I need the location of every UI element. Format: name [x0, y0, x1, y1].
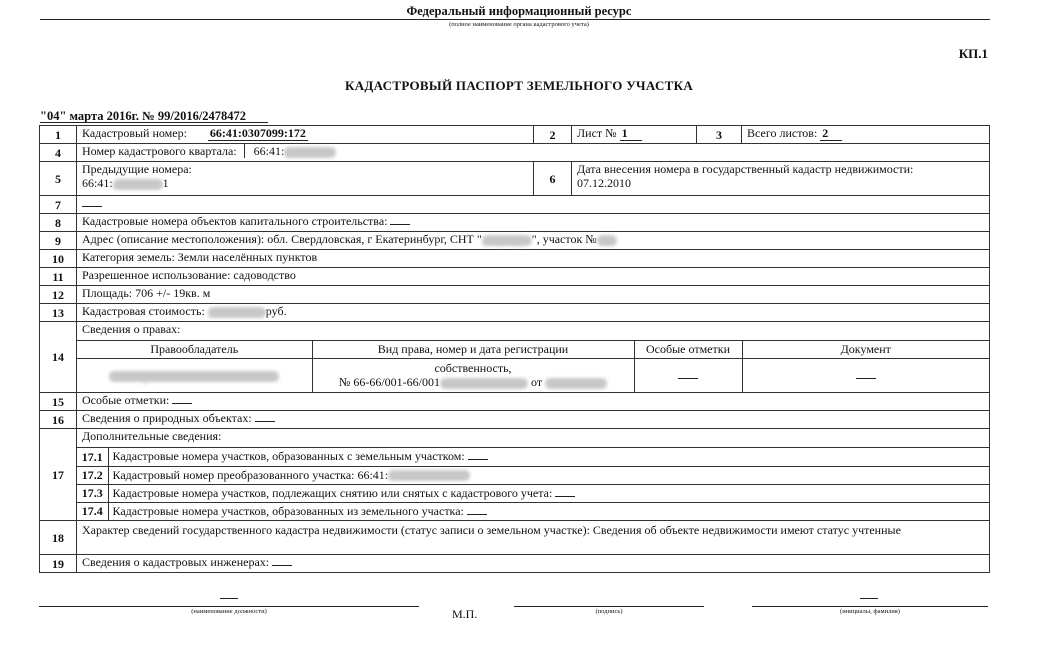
permitted-use: Разрешенное использование: садоводство [77, 268, 990, 286]
row-number: 16 [40, 411, 77, 429]
row-18 [40, 521, 990, 555]
holder-name-redacted: Тимофеев Алексей Николаевич [109, 371, 279, 382]
row-number: 18 [40, 521, 77, 555]
cadastral-number-cell [77, 126, 534, 144]
right-registration: собственность, № 66-66/001-66/001 /001/2016-550/1 от 26.02.2016 [312, 358, 634, 392]
natural-objects-label: Сведения о природных объектах: [82, 411, 252, 425]
row-4 [40, 144, 990, 162]
sheet-label: Лист № [577, 126, 617, 140]
sub-number: 17.1 [77, 448, 108, 466]
rights-label: Сведения о правах: [77, 322, 989, 341]
document-date-number: "04" марта 2016г. № 99/2016/2478472 [40, 109, 247, 123]
organization-caption: (полное наименование органа кадастрового учета) [449, 21, 589, 28]
special-notes-label: Особые отметки: [82, 393, 170, 407]
quarter-number-cell [77, 144, 990, 162]
row-9 [40, 232, 990, 250]
quarter-number-value: 66:41: [253, 144, 285, 158]
position-line [39, 606, 419, 607]
row-number: 1 [40, 126, 77, 144]
registration-date-value: 07.12.2010 [577, 176, 632, 190]
sub-number: 17.2 [77, 466, 108, 484]
row-10 [40, 250, 990, 268]
name-line [752, 606, 988, 607]
sub-number: 17.3 [77, 484, 108, 502]
record-status: Характер сведений государственного кадастра недвижимости (статус записи о земельном участке): Сведения об объекте недвижимости имеют статус учтенные [77, 521, 990, 555]
row-number: 19 [40, 555, 77, 573]
right-type: собственность, [434, 361, 512, 376]
row-5 [40, 162, 990, 196]
row-number: 14 [40, 322, 77, 393]
row-number: 12 [40, 286, 77, 304]
stamp-place: М.П. [452, 607, 478, 621]
row-14 [40, 322, 990, 393]
row-17 [40, 429, 990, 521]
row-7 [40, 196, 990, 214]
rights-header-document: Документ [742, 341, 989, 358]
row-number: 4 [40, 144, 77, 162]
total-sheets-label: Всего листов: [747, 126, 818, 140]
row-1 [40, 126, 990, 144]
sub-number: 17.4 [77, 502, 108, 520]
transformed-plot-redacted: 0307099:112 [388, 470, 470, 481]
sheet-cell [572, 126, 697, 144]
row-number: 15 [40, 393, 77, 411]
previous-numbers-label: Предыдущие номера: [82, 162, 192, 176]
plot-number-redacted: 12 [597, 235, 617, 246]
registration-date-cell [572, 162, 990, 196]
row-12 [40, 286, 990, 304]
address-redacted: Надежда [482, 235, 532, 246]
empty-dash [856, 369, 876, 379]
registration-number-redacted: /001/2016-550/1 [440, 378, 528, 389]
document-title: КАДАСТРОВЫЙ ПАСПОРТ ЗЕМЕЛЬНОГО УЧАСТКА [344, 78, 694, 93]
cadastral-value-cell: Кадастровая стоимость: 305946.16 руб. [77, 304, 990, 322]
address-cell: Адрес (описание местоположения): обл. Свердловская, г Екатеринбург, СНТ "Надежда ", участок №12 [77, 232, 990, 250]
row-number: 3 [697, 126, 742, 144]
previous-numbers-value: 66:41:0307099: 1 [82, 176, 169, 193]
cadastral-number-value: 66:41:0307099:172 [209, 126, 306, 140]
row-number: 11 [40, 268, 77, 286]
position-caption: (наименование должности) [191, 608, 267, 615]
row-15 [40, 393, 990, 411]
name-caption: (инициалы, фамилия) [840, 608, 900, 615]
previous-numbers-cell [77, 162, 534, 196]
signature-caption: (подпись) [595, 608, 623, 615]
additional-info-cell [77, 429, 990, 521]
organization-underline [40, 19, 990, 20]
quarter-number-label: Номер кадастрового квартала: [82, 144, 237, 158]
rights-holder [77, 358, 312, 392]
row-number: 10 [40, 250, 77, 268]
passport-table [39, 125, 990, 573]
row-number: 13 [40, 304, 77, 322]
row-13 [40, 304, 990, 322]
additional-info-label: Дополнительные сведения: [77, 429, 989, 448]
position-dash [220, 598, 238, 599]
rights-header-holder: Правообладатель [77, 341, 312, 358]
rights-header-type: Вид права, номер и дата регистрации [312, 341, 634, 358]
land-category: Категория земель: Земли населённых пунктов [77, 250, 990, 268]
row-16 [40, 411, 990, 429]
capital-objects-label: Кадастровые номера объектов капитального строительства: [82, 214, 388, 228]
row-number: 5 [40, 162, 77, 196]
rights-table [77, 341, 989, 392]
row-8 [40, 214, 990, 232]
cadastral-value-redacted: 305946.16 [208, 307, 266, 318]
engineers-label: Сведения о кадастровых инженерах: [82, 555, 270, 569]
row-19 [40, 555, 990, 573]
row-number: 7 [40, 196, 77, 214]
row-number: 2 [534, 126, 572, 144]
row-number: 9 [40, 232, 77, 250]
row-number: 6 [534, 162, 572, 196]
row-number: 17 [40, 429, 77, 521]
cadastral-number-label: Кадастровый номер: [82, 126, 187, 140]
empty-dash [678, 369, 698, 379]
quarter-number-redacted: 0307099 [284, 147, 336, 158]
previous-number-redacted: 0307099: [113, 179, 163, 190]
rights-header-notes: Особые отметки [634, 341, 742, 358]
total-sheets-value: 2 [820, 126, 842, 141]
row-11 [40, 268, 990, 286]
area: Площадь: 706 +/- 19кв. м [77, 286, 990, 304]
form-code: КП.1 [958, 46, 988, 61]
sheet-value: 1 [620, 126, 642, 141]
registration-date-redacted: 26.02.2016 [545, 378, 607, 389]
total-sheets-cell [742, 126, 990, 144]
rights-cell [77, 322, 990, 393]
organization-name: Федеральный информационный ресурс [406, 4, 632, 18]
additional-info-table: 17.1 Кадастровые номера участков, образованных с земельным участком: 17.2 Кадастровый номер преобразованного участка: 66:41:0307099:112 17.3 Кадастровые номера участков, подлежащих снятию или снятых с кадастрового учета: 17.4 Кадастровые номера участков, образованных из земельного участка: [77, 448, 989, 520]
row-number: 8 [40, 214, 77, 232]
signature-line [514, 606, 704, 607]
date-underline [40, 122, 268, 123]
name-dash [860, 598, 878, 599]
registration-date-label: Дата внесения номера в государственный кадастр недвижимости: [577, 162, 914, 176]
empty-dash [82, 197, 102, 207]
